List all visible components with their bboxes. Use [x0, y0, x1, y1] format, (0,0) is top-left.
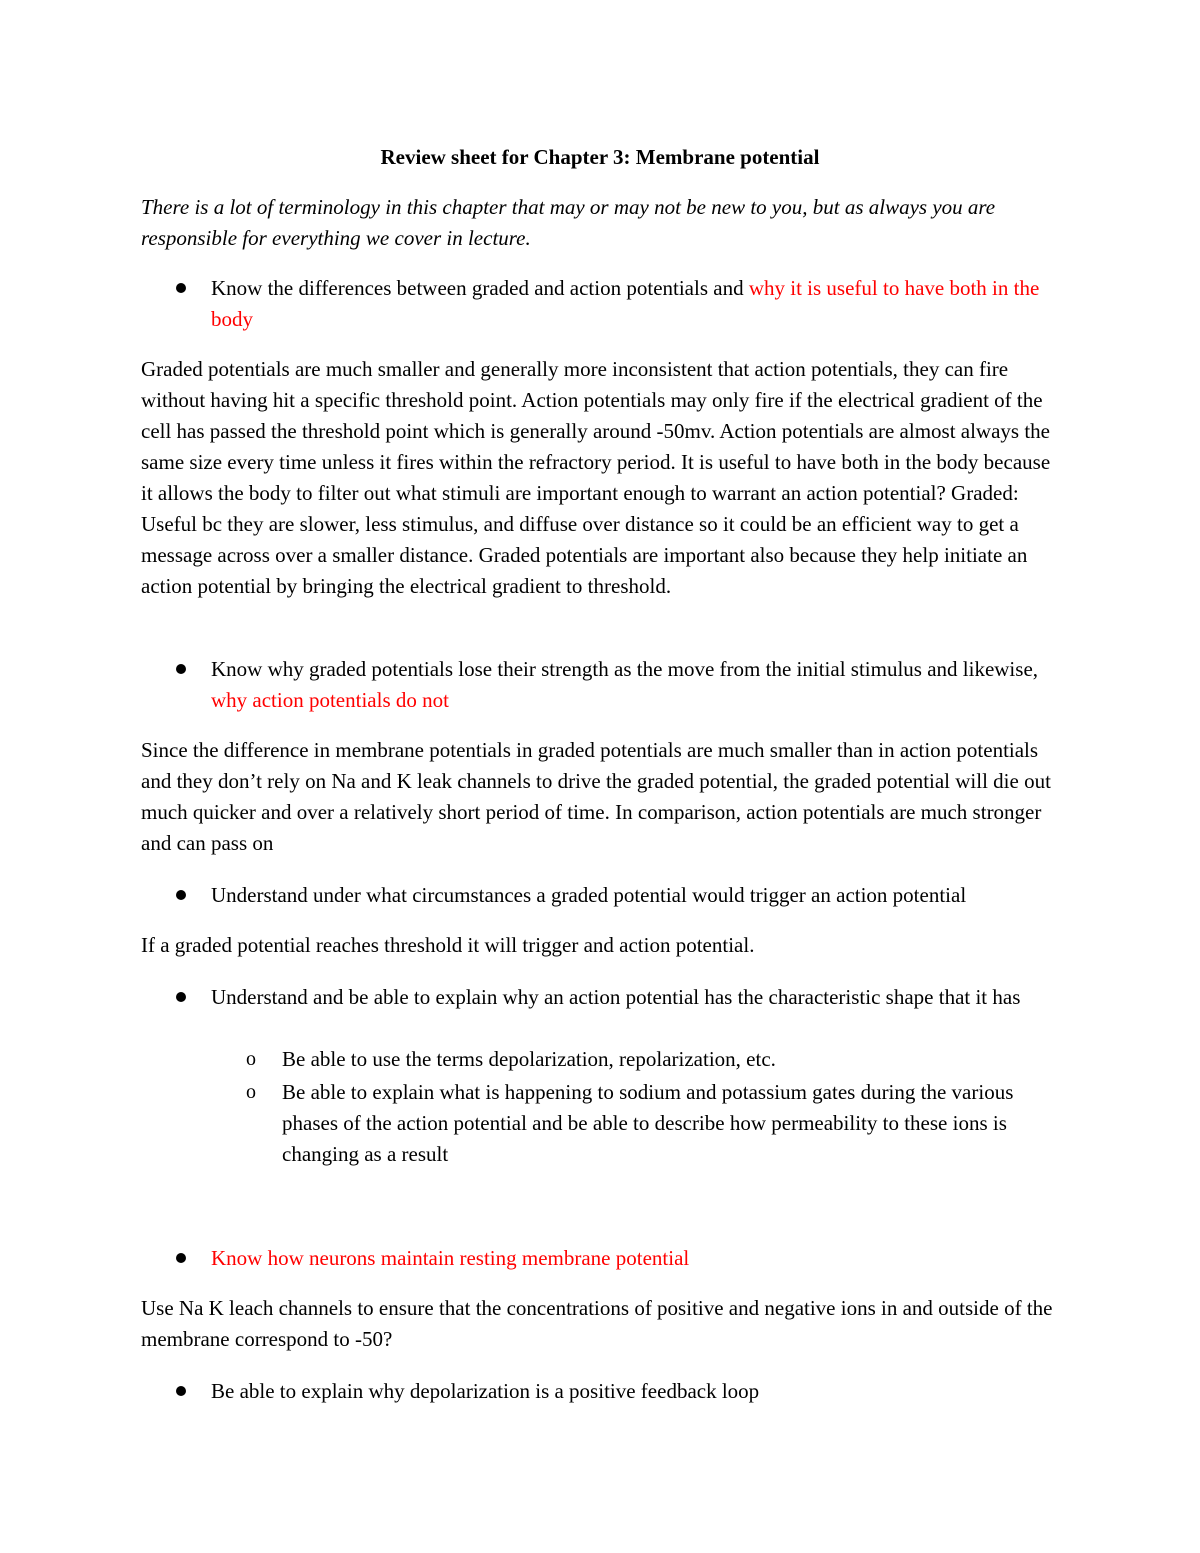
- sub-bullet-1: Be able to use the terms depolarization, repolarization, etc.: [282, 1047, 776, 1071]
- bullet-5: Know how neurons maintain resting membrane potential: [211, 1246, 690, 1270]
- bullet-6-dot: [176, 1386, 186, 1396]
- bullet-2-dot: [176, 664, 186, 674]
- bullet-2: [211, 654, 1061, 716]
- answer-paragraph-1: Graded potentials are much smaller and generally more inconsistent that action potentials, they can fire without having hit a specific threshold point. Action potentials may only fire if the electrical gradient of the cell has passed the threshold point which is generally around -50mv. Action potentials are almost always the same size every time unless it fires within the refractory period. It is useful to have both in the body because it allows the body to filter out what stimuli are important enough to warrant an action potential? Graded: Useful bc they are slower, less stimulus, and diffuse over distance so it could be an efficient way to get a message across over a smaller distance. Graded potentials are important also because they help initiate an action potential by bringing the electrical gradient to threshold.: [141, 357, 1051, 598]
- bullet-1: [211, 273, 1061, 335]
- bullet-1-dot: [176, 283, 186, 293]
- bullet-4: Understand and be able to explain why an action potential has the characteristic shape that it has: [211, 985, 1021, 1009]
- bullet-1-highlight: why it is useful to have both in the body: [211, 276, 1040, 331]
- bullet-4-dot: [176, 992, 186, 1002]
- intro-paragraph: There is a lot of terminology in this chapter that may or may not be new to you, but as always you are responsible for everything we cover in lecture.: [141, 195, 996, 250]
- bullet-2-text: Know why graded potentials lose their strength as the move from the initial stimulus and likewise,: [211, 657, 1039, 681]
- answer-paragraph-3: If a graded potential reaches threshold it will trigger and action potential.: [141, 933, 755, 957]
- bullet-3-dot: [176, 890, 186, 900]
- bullet-3: Understand under what circumstances a graded potential would trigger an action potential: [211, 883, 967, 907]
- answer-paragraph-2: Since the difference in membrane potentials in graded potentials are much smaller than in action potentials and they don’t rely on Na and K leak channels to drive the graded potential, the graded potential will die out much quicker and over a relatively short period of time. In comparison, action potentials are much stronger and can pass on: [141, 738, 1051, 855]
- answer-paragraph-5: Use Na K leach channels to ensure that the concentrations of positive and negative ions in and outside of the membrane correspond to -50?: [141, 1296, 1053, 1351]
- sub-bullet-2: Be able to explain what is happening to sodium and potassium gates during the various phases of the action potential and be able to describe how permeability to these ions is changing as a result: [282, 1080, 1014, 1166]
- sub-bullet-1-marker: o: [246, 1048, 256, 1070]
- bullet-5-dot: [176, 1253, 186, 1263]
- bullet-2-highlight: why action potentials do not: [211, 688, 449, 712]
- page-title: Review sheet for Chapter 3: Membrane potential: [380, 145, 820, 169]
- bullet-6: Be able to explain why depolarization is a positive feedback loop: [211, 1379, 760, 1403]
- sub-bullet-2-marker: o: [246, 1081, 256, 1103]
- bullet-1-text: Know the differences between graded and action potentials and: [211, 276, 749, 300]
